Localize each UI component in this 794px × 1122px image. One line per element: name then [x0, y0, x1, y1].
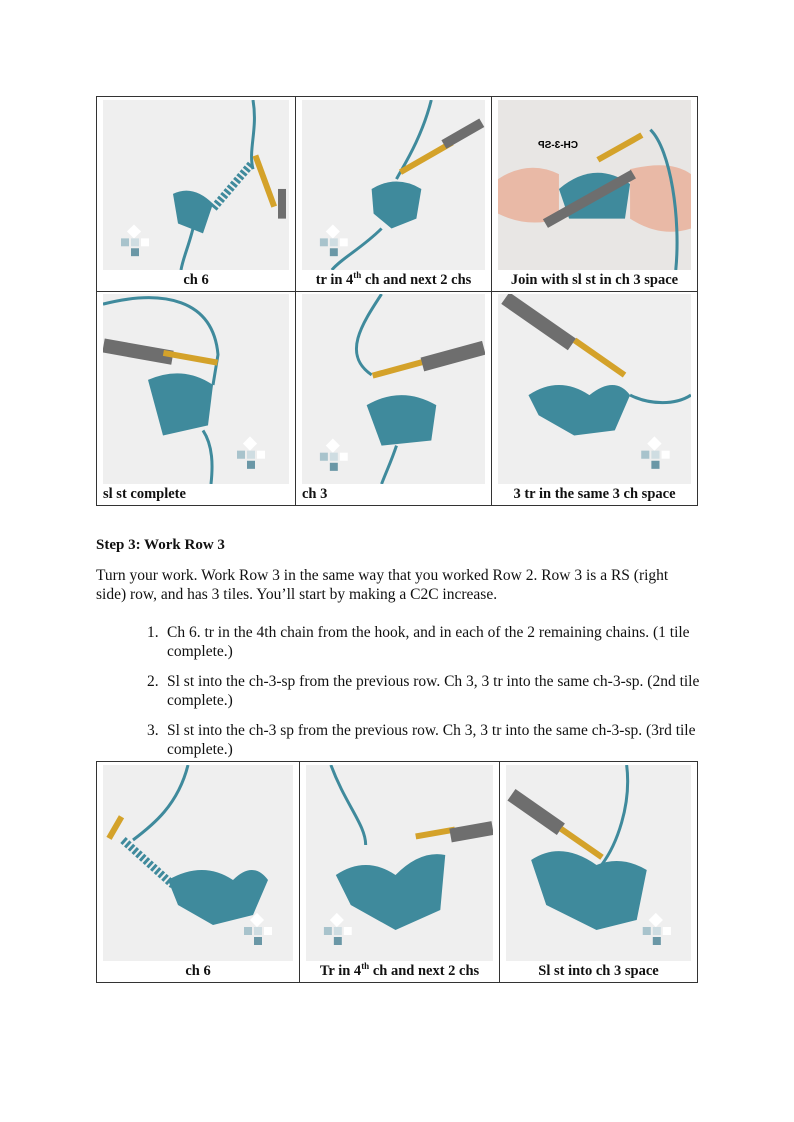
caption: Join with sl st in ch 3 space — [510, 272, 679, 288]
table-cell — [300, 762, 500, 982]
photo-3-tr — [498, 294, 691, 484]
table-cell — [97, 97, 296, 292]
photo-join-sl-st — [498, 100, 691, 270]
photo-sl-st-complete — [103, 294, 289, 484]
photo-tr-in-4th-ch-row3 — [306, 765, 493, 961]
instruction-list — [147, 623, 700, 770]
caption: ch 6 — [185, 963, 211, 979]
table-cell — [296, 292, 492, 505]
photo-tr-in-4th-ch — [302, 100, 485, 270]
photo-table-row2 — [96, 96, 698, 506]
table-cell — [296, 97, 492, 292]
caption: Tr in 4th ch and next 2 chs — [319, 961, 480, 979]
table-cell — [492, 292, 697, 505]
caption: Sl st into ch 3 space — [538, 963, 659, 979]
table-cell — [97, 292, 296, 505]
caption: sl st complete — [103, 486, 186, 502]
table-cell — [97, 762, 300, 982]
table-cell — [492, 97, 697, 292]
caption: 3 tr in the same 3 ch space — [513, 486, 676, 502]
intro-paragraph: Turn your work. Work Row 3 in the same way that you worked Row 2. Row 3 is a RS (right side) row, and has 3 tiles. You’ll start by making a C2C increase. — [96, 567, 669, 603]
section-heading: Step 3: Work Row 3 — [96, 537, 225, 553]
photo-ch6 — [103, 100, 289, 270]
photo-sl-st-into-ch3 — [506, 765, 691, 961]
list-item: 3. Sl st into the ch-3 sp from the previous row. Ch 3, 3 tr into the same ch-3-sp. (3rd tile complete.) — [147, 722, 696, 758]
caption: tr in 4th ch and next 2 chs — [315, 270, 472, 288]
photo-ch3 — [302, 294, 485, 484]
caption: ch 3 — [302, 486, 328, 502]
photo-overlay-label: CH-3-SP — [538, 140, 579, 151]
photo-table-row3 — [96, 761, 698, 983]
list-item: 2. Sl st into the ch-3-sp from the previous row. Ch 3, 3 tr into the same ch-3-sp. (2nd tile complete.) — [147, 673, 700, 709]
table-cell — [500, 762, 697, 982]
caption: ch 6 — [183, 272, 209, 288]
list-item: 1. Ch 6. tr in the 4th chain from the hook, and in each of the 2 remaining chains. (1 tile complete.) — [147, 624, 690, 660]
photo-ch6-row3 — [103, 765, 293, 961]
